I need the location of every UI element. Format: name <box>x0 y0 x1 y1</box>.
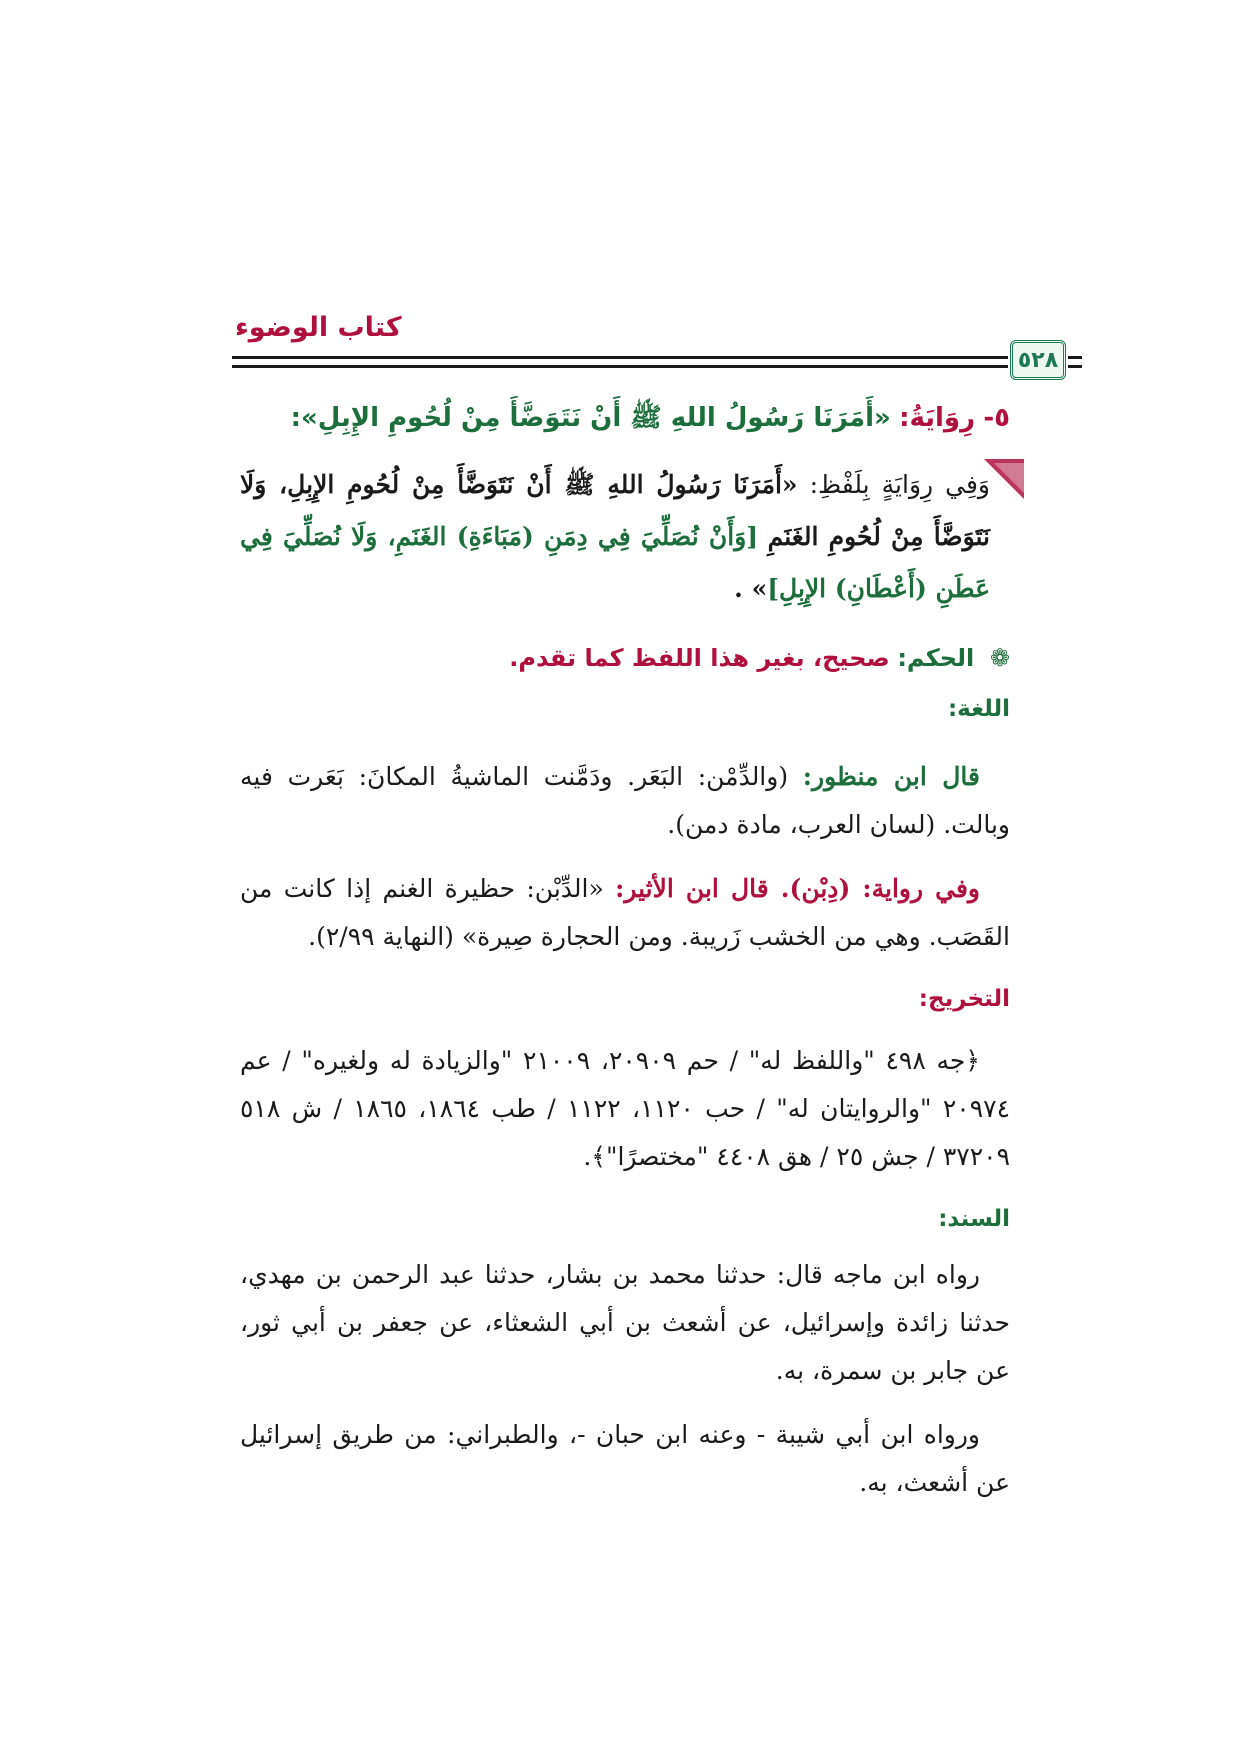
corner-ornament-icon <box>984 459 1024 499</box>
header-rule <box>232 365 1008 368</box>
hadith-quote: «أَمَرَنَا رَسُولُ اللهِ ﷺ أَنْ نَتَوَضَّأَ مِنْ لُحُومِ الإِبِلِ»: <box>290 403 891 433</box>
hadith-label: رِوَايَةُ: <box>899 403 976 433</box>
page-content <box>240 395 1010 1523</box>
ruling-value: صحيح، بغير هذا اللفظ كما تقدم. <box>509 644 890 672</box>
sanad-paragraph-1: رواه ابن ماجه قال: حدثنا محمد بن بشار، حدثنا عبد الرحمن بن مهدي، حدثنا زائدة وإسرائيل، عن أشعث بن أبي الشعثاء، عن جعفر بن أبي ثور، عن جابر بن سمرة، به. <box>240 1260 1010 1385</box>
flower-icon: ❁ <box>989 644 1010 672</box>
ruling-label: الحكم: <box>897 644 975 672</box>
takhrij-title: التخريج: <box>918 986 1010 1012</box>
narration-paragraph <box>240 459 1010 615</box>
narration-text: «أَمَرَنَا رَسُولُ اللهِ ﷺ أَنْ نَتَوَضَّأَ مِنْ لُحُومِ الإِبِلِ، وَلَا نَتَوَضَّأَ مِنْ لُحُومِ الغَنَمِ <box>240 470 990 551</box>
language-text-1: (والدِّمْن: البَعَر. ودَمَّنت الماشيةُ المكانَ: بَعَرت فيه وبالت. (لسان العرب، مادة دمن). <box>240 762 1010 839</box>
book-title: كتاب الوضوء <box>235 312 402 343</box>
source-name: وفي رواية: (دِبْن). قال ابن الأثير: <box>615 874 980 903</box>
header-rule <box>232 356 1008 359</box>
sanad-paragraph-2: ورواه ابن أبي شيبة - وعنه ابن حبان -، والطبراني: من طريق إسرائيل عن أشعث، به. <box>240 1420 1010 1497</box>
source-name: قال ابن منظور: <box>802 762 980 791</box>
header-rule <box>1068 356 1082 359</box>
ruling <box>240 635 1010 681</box>
header-rule <box>1068 365 1082 368</box>
narration-end: » . <box>734 574 768 603</box>
sanad-title: السند: <box>938 1206 1010 1232</box>
takhrij-text: ﴿جه ٤٩٨ "واللفظ له" / حم ٢٠٩٠٩، ٢١٠٠٩ "والزيادة له ولغيره" / عم ٢٠٩٧٤ "والروايتان له" / حب ١١٢٠، ١١٢٢ / طب ١٨٦٤، ١٨٦٥ / ش ٥١٨ ٣٧٢٠٩ / جش ٢٥ / هق ٤٤٠٨ "مختصرًا"﴾. <box>240 1046 1010 1171</box>
narration-addition: [وَأَنْ نُصَلِّيَ فِي دِمَنِ (مَبَاءَةِ) الغَنَمِ، وَلَا نُصَلِّيَ فِي عَطَنِ (أَعْطَانِ) الإِبِلِ] <box>240 522 990 603</box>
language-title: اللغة: <box>947 696 1010 722</box>
hadith-heading <box>240 395 1010 441</box>
page-number-badge: ٥٢٨ <box>1010 340 1066 380</box>
hadith-number: ٥- <box>983 403 1010 433</box>
narration-intro: وَفِي رِوَايَةٍ بِلَفْظِ: <box>809 470 990 499</box>
language-paragraph-2 <box>240 865 1010 961</box>
language-paragraph-1 <box>240 753 1010 849</box>
language-text-2: «الدِّبْن: حظيرة الغنم إذا كانت من القَصَب. وهي من الخشب زَريبة. ومن الحجارة صِيرة» (النهاية ٢/٩٩). <box>240 874 1010 951</box>
